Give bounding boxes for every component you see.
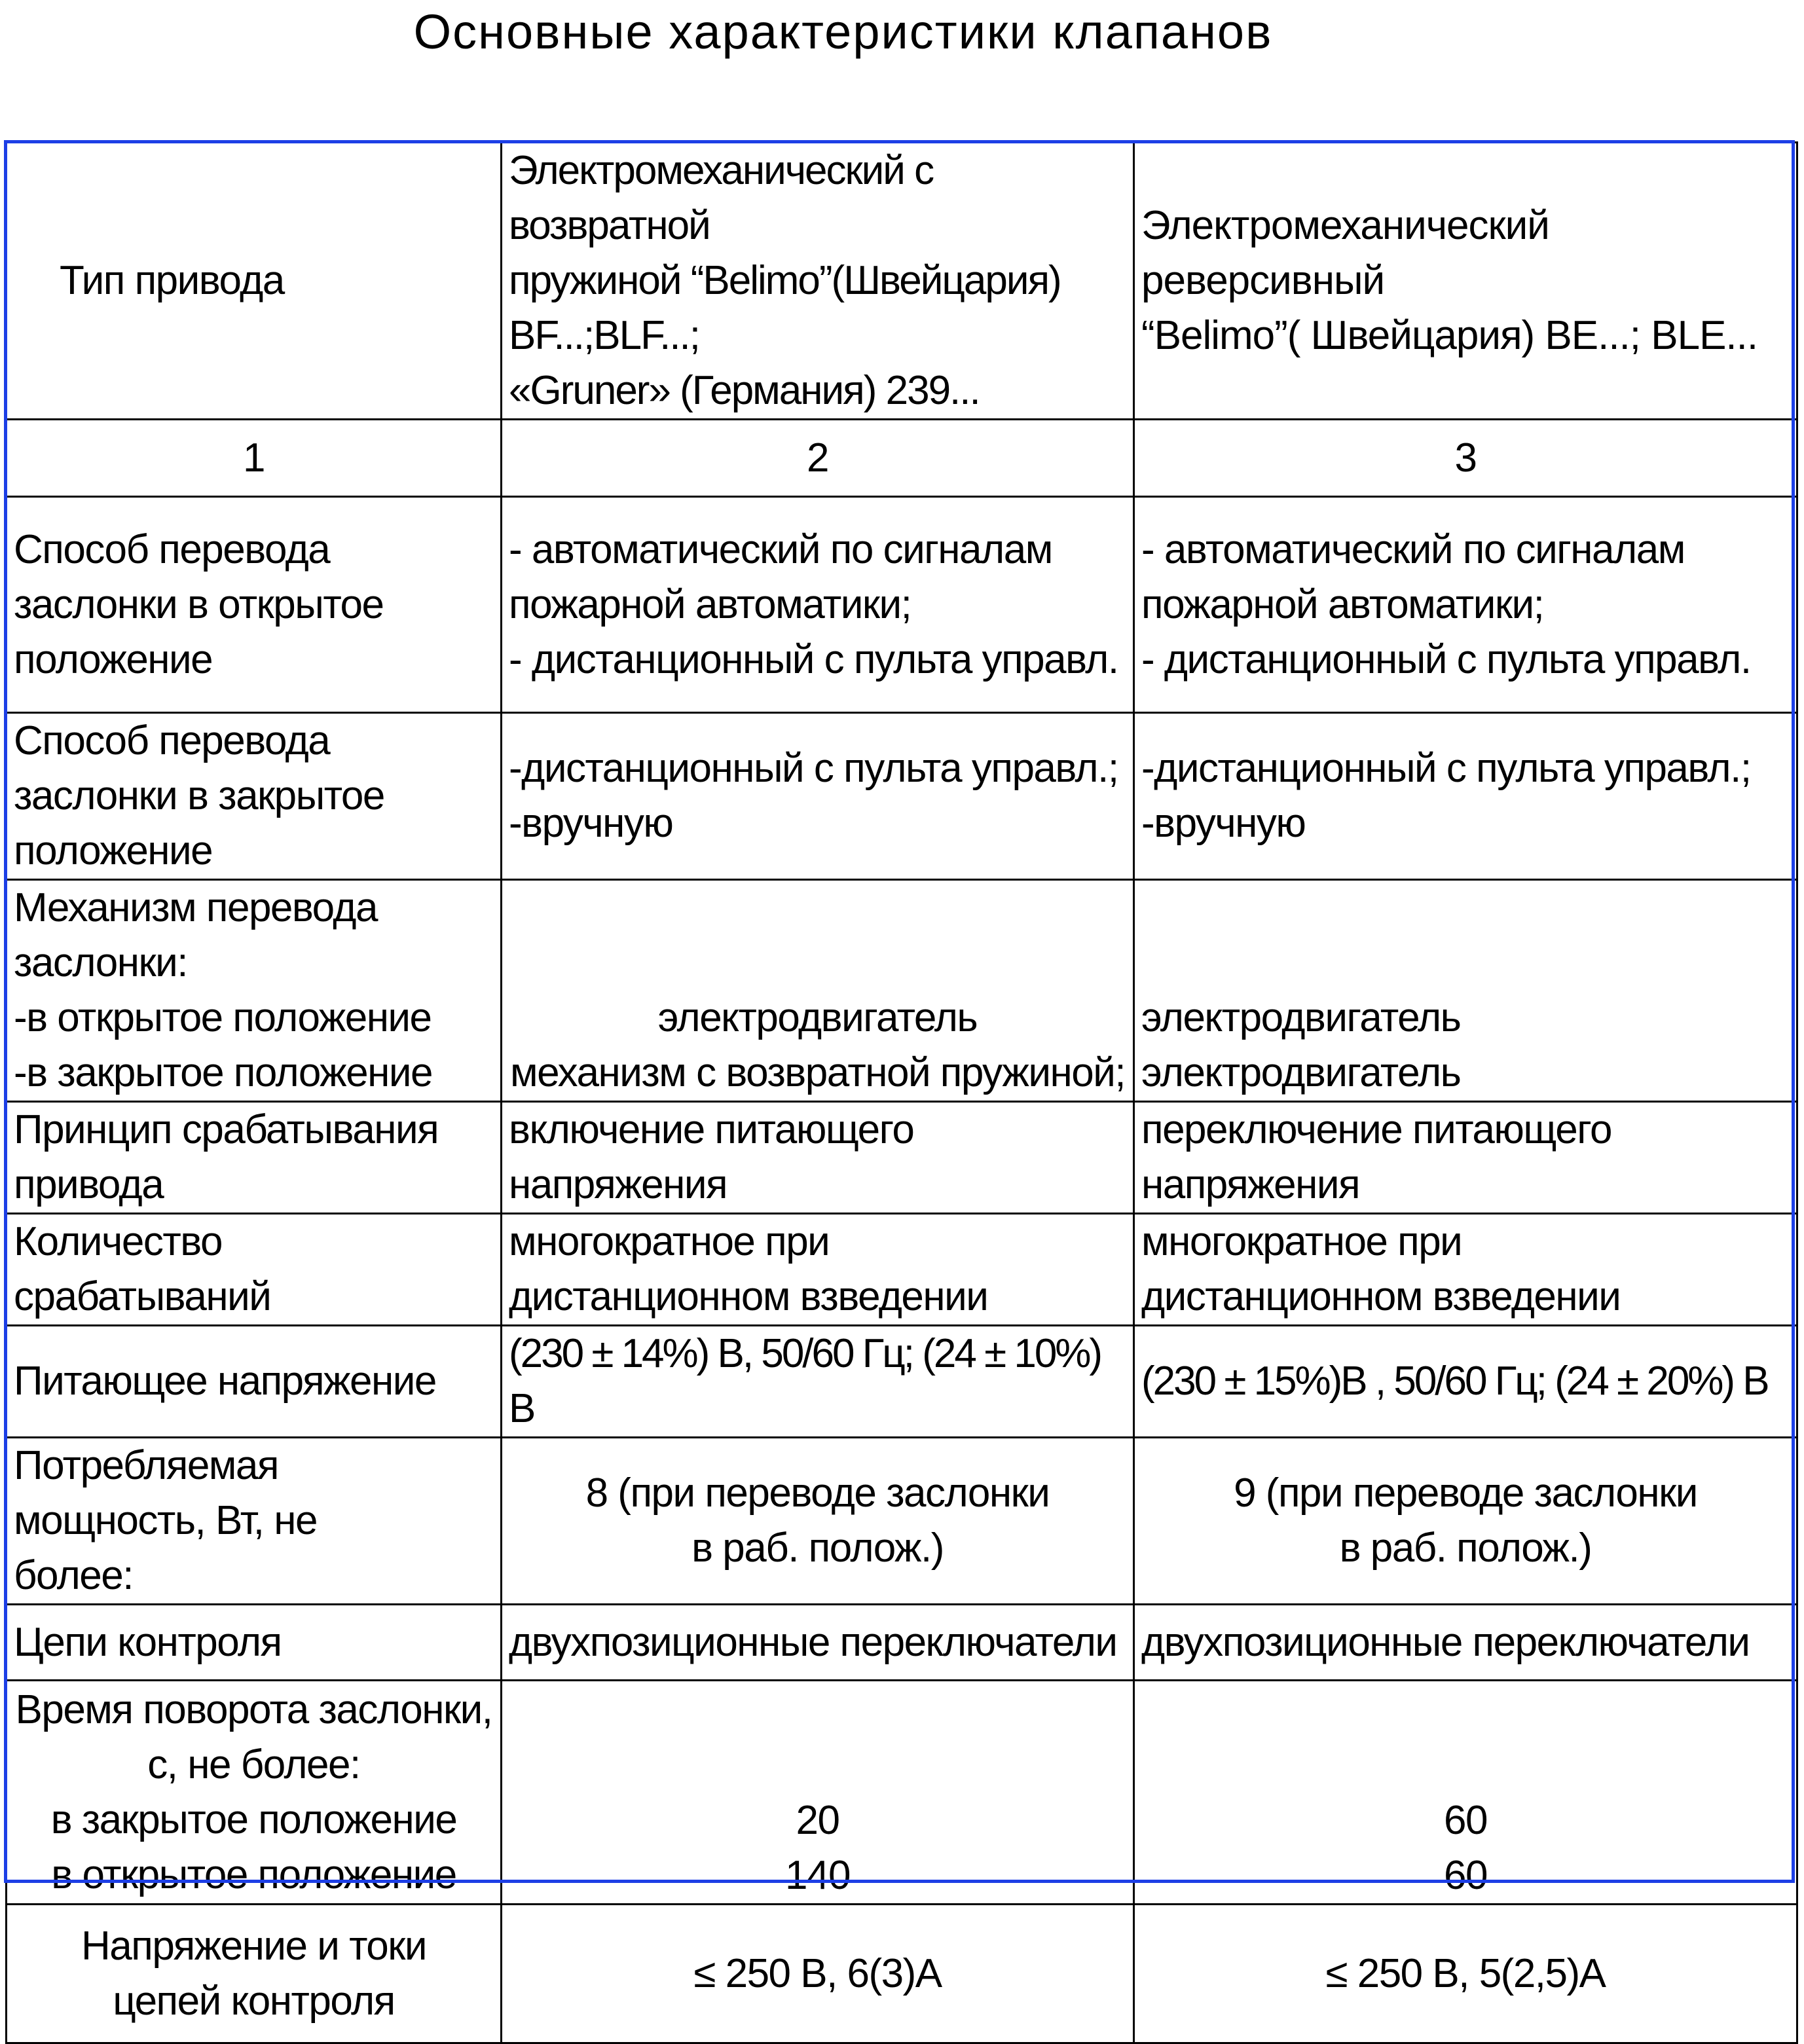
column-number: 1 — [7, 420, 502, 497]
value-cell: электродвигатель электродвигатель — [1134, 880, 1797, 1102]
param-cell: Время поворота заслонки, с, не более: в закрытое положение в открытое положение — [7, 1681, 502, 1905]
table-row — [7, 1681, 1797, 1905]
value-cell: ≤ 250 В, 6(3)А — [502, 1905, 1134, 2043]
value-cell: включение питающего напряжения — [502, 1102, 1134, 1214]
table-row — [7, 497, 1797, 713]
value-cell: ≤ 250 В, 5(2,5)А — [1134, 1905, 1797, 2043]
header-spring-return: Электромеханический с возвратной пружиной “Belimo”(Швейцария) BF...;BLF...; «Gruner» (Германия) 239... — [502, 143, 1134, 420]
column-number: 3 — [1134, 420, 1797, 497]
page-title — [0, 3, 1804, 62]
param-cell: Механизм перевода заслонки: -в открытое положение -в закрытое положение — [7, 880, 502, 1102]
table-row — [7, 1605, 1797, 1681]
value-cell: многократное при дистанционном взведении — [1134, 1214, 1797, 1326]
param-cell: Питающее напряжение — [7, 1326, 502, 1438]
value-cell: двухпозиционные переключатели — [502, 1605, 1134, 1681]
value-cell: (230 ± 14%) В, 50/60 Гц; (24 ± 10%) В — [502, 1326, 1134, 1438]
value-cell: многократное при дистанционном взведении — [502, 1214, 1134, 1326]
param-cell: Принцип срабатывания привода — [7, 1102, 502, 1214]
param-cell: Напряжение и токи цепей контроля — [7, 1905, 502, 2043]
param-cell: Способ перевода заслонки в закрытое положение — [7, 713, 502, 880]
value-cell: переключение питающего напряжения — [1134, 1102, 1797, 1214]
param-cell: Способ перевода заслонки в открытое положение — [7, 497, 502, 713]
value-cell: (230 ± 15%)В , 50/60 Гц; (24 ± 20%) В — [1134, 1326, 1797, 1438]
header-reversible: Электромеханический реверсивный “Belimo”( Швейцария) BE...; BLE... — [1134, 143, 1797, 420]
param-cell: Количество срабатываний — [7, 1214, 502, 1326]
table-row — [7, 1102, 1797, 1214]
param-cell: Цепи контроля — [7, 1605, 502, 1681]
header-drive-type: Тип привода — [7, 143, 502, 420]
value-cell: двухпозиционные переключатели — [1134, 1605, 1797, 1681]
table-row — [7, 1326, 1797, 1438]
table-header-row — [7, 143, 1797, 420]
value-cell: - автоматический по сигналам пожарной автоматики; - дистанционный с пульта управл. — [1134, 497, 1797, 713]
param-cell: Потребляемая мощность, Вт, не более: — [7, 1438, 502, 1605]
table-row — [7, 1214, 1797, 1326]
value-cell: 8 (при переводе заслонки в раб. полож.) — [502, 1438, 1134, 1605]
value-cell: - автоматический по сигналам пожарной автоматики; - дистанционный с пульта управл. — [502, 497, 1134, 713]
value-cell: 20 140 — [502, 1681, 1134, 1905]
value-cell: 9 (при переводе заслонки в раб. полож.) — [1134, 1438, 1797, 1605]
column-number: 2 — [502, 420, 1134, 497]
table-number-row — [7, 420, 1797, 497]
page-title-text: Основные характеристики клапанов — [413, 5, 1273, 59]
table-row — [7, 880, 1797, 1102]
valve-characteristics-table — [5, 141, 1798, 2044]
value-cell: -дистанционный с пульта управл.; -вручную — [502, 713, 1134, 880]
value-cell: электродвигатель механизм с возвратной пружиной; — [502, 880, 1134, 1102]
table-row — [7, 1438, 1797, 1605]
value-cell: -дистанционный с пульта управл.; -вручную — [1134, 713, 1797, 880]
value-cell: 60 60 — [1134, 1681, 1797, 1905]
table-row — [7, 1905, 1797, 2043]
table-row — [7, 713, 1797, 880]
